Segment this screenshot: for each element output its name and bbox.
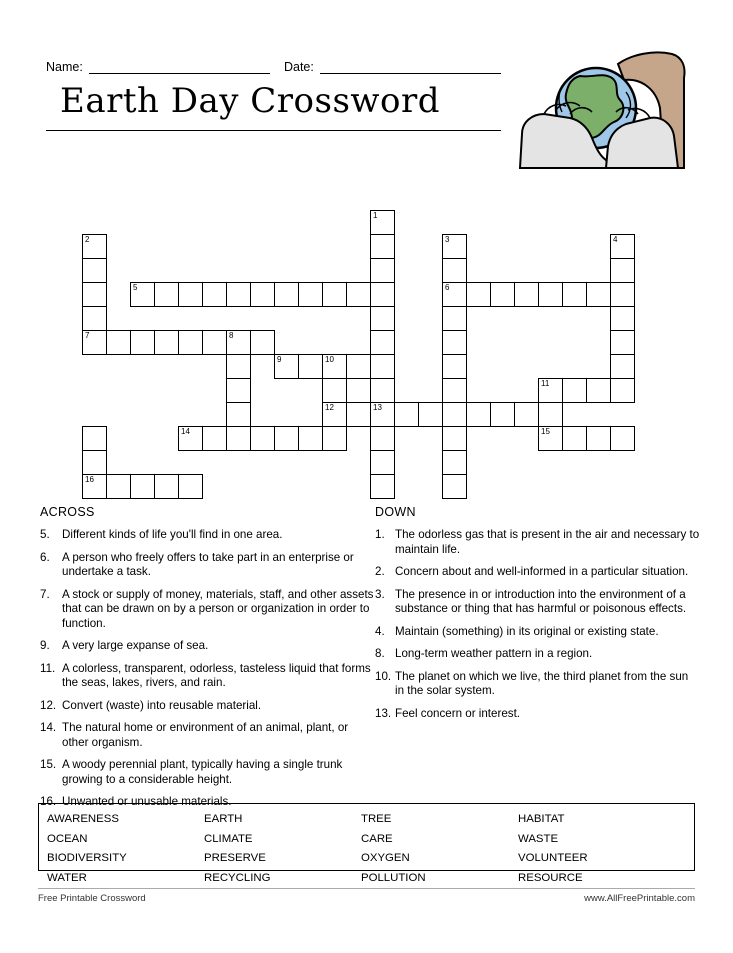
- crossword-cell[interactable]: [538, 426, 563, 451]
- down-clue-number: 13.: [375, 706, 392, 720]
- crossword-cell[interactable]: [178, 474, 203, 499]
- crossword-cell[interactable]: [610, 378, 635, 403]
- across-clue-number: 15.: [40, 758, 57, 771]
- crossword-cell[interactable]: [82, 426, 107, 451]
- down-clue-number: 3.: [375, 587, 385, 601]
- down-clue-text: Maintain (something) in its original or existing state.: [395, 624, 659, 638]
- cell-number: 5: [133, 283, 138, 292]
- cell-number: 9: [277, 355, 282, 364]
- crossword-cell[interactable]: [442, 474, 467, 499]
- down-clue-number: 1.: [375, 528, 385, 541]
- crossword-cell[interactable]: [610, 282, 635, 307]
- crossword-cell[interactable]: [202, 426, 227, 451]
- crossword-cell[interactable]: [370, 354, 395, 379]
- crossword-cell[interactable]: [370, 474, 395, 499]
- crossword-cell[interactable]: [130, 282, 155, 307]
- crossword-cell[interactable]: [154, 282, 179, 307]
- crossword-cell[interactable]: [106, 474, 131, 499]
- crossword-cell[interactable]: [106, 330, 131, 355]
- cell-number: 8: [229, 331, 234, 340]
- crossword-cell[interactable]: [370, 402, 395, 427]
- across-clue-text: The natural home or environment of an animal, plant, or other organism.: [62, 721, 349, 749]
- cell-number: 13: [373, 403, 382, 412]
- word-bank-row: [39, 869, 694, 889]
- cell-number: 12: [325, 403, 334, 412]
- crossword-cell[interactable]: [250, 426, 275, 451]
- down-clue-text: Long-term weather pattern in a region.: [395, 647, 593, 660]
- crossword-cell[interactable]: [442, 234, 467, 259]
- word-bank-word: TREE: [361, 813, 392, 825]
- down-clue-text: The presence in or introduction into the environment of a substance or thing that has harmful or poisonous effects.: [395, 587, 687, 615]
- name-date-row: [46, 52, 501, 74]
- crossword-cell[interactable]: [250, 282, 275, 307]
- word-bank-word: CARE: [361, 832, 393, 845]
- crossword-cell[interactable]: [586, 378, 611, 403]
- crossword-cell[interactable]: [562, 378, 587, 403]
- crossword-cell[interactable]: [610, 354, 635, 379]
- crossword-cell[interactable]: [226, 282, 251, 307]
- crossword-cell[interactable]: [226, 402, 251, 427]
- footer-right-text: www.AllFreePrintable.com: [584, 893, 695, 904]
- crossword-cell[interactable]: [130, 330, 155, 355]
- word-bank: [38, 803, 695, 884]
- crossword-cell[interactable]: [370, 282, 395, 307]
- crossword-cell[interactable]: [418, 402, 443, 427]
- crossword-cell[interactable]: [442, 402, 467, 427]
- word-bank-word: AWARENESS: [47, 813, 119, 825]
- word-bank-word: RECYCLING: [204, 871, 271, 884]
- crossword-cell[interactable]: [82, 474, 107, 499]
- word-bank-word: EARTH: [204, 813, 243, 825]
- down-clue: [375, 670, 700, 699]
- across-clue-text: A stock or supply of money, materials, staff, and other assets that can be drawn on by a person or organization in order to function.: [62, 587, 374, 630]
- cell-number: 4: [613, 235, 618, 244]
- word-bank-word: VOLUNTEER: [518, 852, 588, 864]
- cell-number: 16: [85, 475, 94, 484]
- crossword-cell[interactable]: [178, 426, 203, 451]
- crossword-cell[interactable]: [370, 234, 395, 259]
- cell-number: 3: [445, 235, 450, 244]
- crossword-cell[interactable]: [442, 306, 467, 331]
- crossword-cell[interactable]: [298, 426, 323, 451]
- down-clue-text: The planet on which we live, the third planet from the sun in the solar system.: [395, 669, 689, 697]
- word-bank-row: [39, 849, 694, 869]
- down-clue-text: Feel concern or interest.: [395, 706, 521, 720]
- crossword-cell[interactable]: [226, 330, 251, 355]
- crossword-cell[interactable]: [370, 306, 395, 331]
- crossword-cell[interactable]: [610, 330, 635, 355]
- crossword-grid[interactable]: [58, 210, 678, 484]
- crossword-cell[interactable]: [202, 282, 227, 307]
- crossword-cell[interactable]: [610, 306, 635, 331]
- crossword-cell[interactable]: [442, 426, 467, 451]
- crossword-cell[interactable]: [466, 402, 491, 427]
- crossword-cell[interactable]: [178, 282, 203, 307]
- across-clue-number: 9.: [40, 639, 50, 652]
- crossword-cell[interactable]: [346, 354, 371, 379]
- crossword-cell[interactable]: [490, 282, 515, 307]
- crossword-cell[interactable]: [442, 282, 467, 307]
- clues-section: [40, 505, 700, 818]
- crossword-cell[interactable]: [442, 378, 467, 403]
- across-clue-number: 7.: [40, 587, 50, 601]
- crossword-cell[interactable]: [538, 282, 563, 307]
- crossword-cell[interactable]: [514, 402, 539, 427]
- crossword-cell[interactable]: [274, 426, 299, 451]
- crossword-cell[interactable]: [82, 330, 107, 355]
- crossword-cell[interactable]: [82, 306, 107, 331]
- word-bank-word: HABITAT: [518, 813, 565, 825]
- name-label: Name:: [46, 60, 83, 74]
- across-clue: [40, 699, 375, 714]
- crossword-cell[interactable]: [82, 450, 107, 475]
- crossword-cell[interactable]: [370, 378, 395, 403]
- across-clue-number: 12.: [40, 698, 57, 712]
- crossword-cell[interactable]: [322, 402, 347, 427]
- word-bank-word: POLLUTION: [361, 871, 426, 884]
- crossword-cell[interactable]: [226, 378, 251, 403]
- date-label: Date:: [283, 60, 314, 74]
- word-bank-row: [39, 810, 694, 830]
- down-clue: [375, 647, 700, 662]
- word-bank-word: RESOURCE: [518, 871, 583, 884]
- crossword-cell[interactable]: [370, 426, 395, 451]
- crossword-cell[interactable]: [562, 282, 587, 307]
- across-column: [40, 505, 375, 818]
- down-clue: [375, 707, 700, 722]
- word-bank-word: WASTE: [518, 832, 559, 845]
- across-clue-number: 6.: [40, 550, 50, 564]
- down-clue-text: The odorless gas that is present in the air and necessary to maintain life.: [395, 528, 700, 556]
- crossword-cell[interactable]: [370, 330, 395, 355]
- down-clue: [375, 588, 700, 617]
- crossword-cell[interactable]: [274, 282, 299, 307]
- across-clue: [40, 639, 375, 654]
- cell-number: 14: [181, 427, 190, 436]
- crossword-cell[interactable]: [82, 234, 107, 259]
- footer-left-text: Free Printable Crossword: [38, 893, 146, 904]
- crossword-cell[interactable]: [370, 450, 395, 475]
- crossword-cell[interactable]: [298, 354, 323, 379]
- across-clue-number: 16.: [40, 795, 57, 808]
- worksheet-header: [46, 52, 686, 172]
- across-clue-number: 11.: [40, 661, 56, 675]
- crossword-cell[interactable]: [178, 330, 203, 355]
- crossword-cell[interactable]: [538, 402, 563, 427]
- cell-number: 7: [85, 331, 90, 340]
- crossword-cell[interactable]: [514, 282, 539, 307]
- down-clue-number: 10.: [375, 669, 392, 683]
- crossword-cell[interactable]: [130, 474, 155, 499]
- crossword-cell[interactable]: [610, 234, 635, 259]
- name-write-line[interactable]: [89, 59, 270, 74]
- across-clue-text: Unwanted or unusable materials.: [62, 795, 232, 808]
- across-clue-text: Different kinds of life you'll find in one area.: [62, 528, 283, 541]
- crossword-cell[interactable]: [226, 354, 251, 379]
- crossword-cell[interactable]: [322, 282, 347, 307]
- across-clue: [40, 662, 375, 691]
- crossword-cell[interactable]: [154, 330, 179, 355]
- crossword-cell[interactable]: [442, 258, 467, 283]
- crossword-cell[interactable]: [394, 402, 419, 427]
- crossword-cell[interactable]: [490, 402, 515, 427]
- crossword-cell[interactable]: [538, 378, 563, 403]
- crossword-cell[interactable]: [442, 330, 467, 355]
- down-column: [375, 505, 700, 818]
- word-bank-word: PRESERVE: [204, 852, 266, 864]
- across-clue: [40, 721, 375, 750]
- across-clue: [40, 551, 375, 580]
- across-clue-text: Convert (waste) into reusable material.: [62, 698, 262, 712]
- crossword-cell[interactable]: [370, 210, 395, 235]
- across-clue-text: A person who freely offers to take part in an enterprise or undertake a task.: [62, 550, 354, 578]
- crossword-cell[interactable]: [442, 354, 467, 379]
- crossword-cell[interactable]: [82, 258, 107, 283]
- crossword-cell[interactable]: [466, 282, 491, 307]
- crossword-cell[interactable]: [202, 330, 227, 355]
- crossword-cell[interactable]: [586, 282, 611, 307]
- crossword-cell[interactable]: [562, 426, 587, 451]
- hands-holding-earth-icon: [514, 48, 686, 172]
- crossword-cell[interactable]: [322, 426, 347, 451]
- crossword-cell[interactable]: [346, 282, 371, 307]
- down-clue-number: 4.: [375, 624, 385, 638]
- word-bank-row: [39, 830, 694, 850]
- across-clue-number: 5.: [40, 528, 50, 541]
- crossword-cell[interactable]: [154, 474, 179, 499]
- crossword-cell[interactable]: [226, 426, 251, 451]
- across-clue: [40, 528, 375, 543]
- across-heading: ACROSS: [40, 505, 95, 519]
- word-bank-word: CLIMATE: [204, 832, 253, 845]
- crossword-cell[interactable]: [250, 330, 275, 355]
- crossword-cell[interactable]: [346, 402, 371, 427]
- cell-number: 11: [541, 379, 550, 388]
- page-footer: [38, 888, 695, 904]
- word-bank-word: WATER: [47, 871, 87, 884]
- across-clue-text: A woody perennial plant, typically having a single trunk growing to a considerable height.: [62, 758, 343, 786]
- across-clue: [40, 588, 375, 632]
- cell-number: 6: [445, 283, 450, 292]
- across-clue: [40, 758, 375, 787]
- down-heading: DOWN: [375, 505, 416, 519]
- down-clue-number: 2.: [375, 565, 385, 578]
- crossword-cell[interactable]: [298, 282, 323, 307]
- down-clue: [375, 528, 700, 557]
- page-title: Earth Day Crossword: [60, 81, 440, 121]
- cell-number: 1: [373, 211, 378, 220]
- word-bank-word: BIODIVERSITY: [47, 852, 127, 864]
- crossword-cell[interactable]: [322, 378, 347, 403]
- cell-number: 15: [541, 427, 550, 436]
- crossword-cell[interactable]: [442, 450, 467, 475]
- word-bank-word: OXYGEN: [361, 852, 410, 864]
- crossword-cell[interactable]: [82, 282, 107, 307]
- down-clue: [375, 565, 700, 580]
- cell-number: 10: [325, 355, 334, 364]
- word-bank-word: OCEAN: [47, 832, 88, 845]
- down-clue-text: Concern about and well-informed in a particular situation.: [395, 565, 689, 578]
- cell-number: 2: [85, 235, 90, 244]
- crossword-cell[interactable]: [610, 426, 635, 451]
- crossword-cell[interactable]: [586, 426, 611, 451]
- crossword-cell[interactable]: [610, 258, 635, 283]
- crossword-cell[interactable]: [370, 258, 395, 283]
- crossword-cell[interactable]: [322, 354, 347, 379]
- down-clue-number: 8.: [375, 647, 385, 660]
- across-clue-text: A very large expanse of sea.: [62, 639, 209, 652]
- down-clue: [375, 625, 700, 640]
- across-clue-number: 14.: [40, 721, 57, 734]
- date-write-line[interactable]: [320, 59, 501, 74]
- crossword-cell[interactable]: [274, 354, 299, 379]
- title-block: [46, 76, 501, 131]
- across-clue-text: A colorless, transparent, odorless, tasteless liquid that forms the seas, lakes, rivers, and rain.: [62, 661, 371, 689]
